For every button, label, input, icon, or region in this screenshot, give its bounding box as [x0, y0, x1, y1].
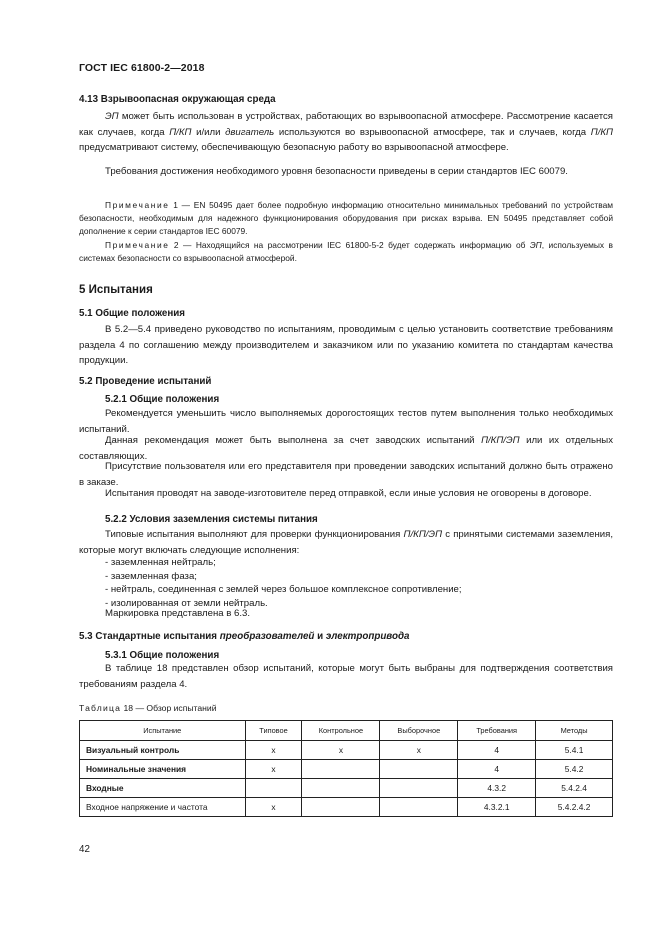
list-item: - заземленная нейтраль;: [105, 557, 216, 568]
cell-methods: 5.4.1: [536, 741, 613, 760]
section-4-13-title: 4.13 Взрывоопасная окружающая среда: [79, 94, 276, 105]
table-row: [80, 779, 613, 798]
cell-type: x: [245, 760, 302, 779]
list-item: - нейтраль, соединенная с землей через большое комплексное сопротивление;: [105, 584, 462, 596]
page-number: 42: [79, 844, 90, 855]
cell-control: x: [302, 741, 380, 760]
section-5-2-1-paragraph-4: Испытания проводят на заводе-изготовителе перед отправкой, если иные условия не оговорены в договоре.: [105, 488, 592, 499]
list-item: - изолированная от земли нейтраль.: [105, 598, 268, 610]
cell-requirements: 4.3.2.1: [458, 798, 536, 817]
cell-requirements: 4: [458, 741, 536, 760]
cell-test: Номинальные значения: [80, 760, 246, 779]
column-header-methods: Методы: [536, 721, 613, 741]
section-4-13-paragraph-2: Требования достижения необходимого уровня безопасности приведены в серии стандартов IEC 60079.: [105, 166, 568, 177]
section-5-2-2-paragraph-2: Маркировка представлена в 6.3.: [105, 608, 251, 619]
tests-overview-table: [79, 720, 613, 817]
column-header-test: Испытание: [80, 721, 246, 741]
cell-control: [302, 760, 380, 779]
section-5-2-1-title: 5.2.1 Общие положения: [105, 394, 220, 405]
section-5-3-title: 5.3 Стандартные испытания преобразователей и электропривода: [79, 631, 410, 642]
section-5-2-1-paragraph-3: Присутствие пользователя или его представителя при проведении заводских испытаний должно быть отражено в заказе.: [79, 461, 613, 488]
cell-type: x: [245, 741, 302, 760]
table-header-row: [80, 721, 613, 741]
section-5-title: 5 Испытания: [79, 284, 153, 296]
cell-type: x: [245, 798, 302, 817]
table-row: [80, 741, 613, 760]
section-5-2-2-title: 5.2.2 Условия заземления системы питания: [105, 514, 318, 525]
section-5-1-title: 5.1 Общие положения: [79, 308, 186, 319]
cell-sample: [380, 779, 458, 798]
column-header-sample: Выборочное: [380, 721, 458, 741]
table-caption: Таблица 18 — Обзор испытаний: [79, 703, 217, 713]
cell-methods: 5.4.2.4: [536, 779, 613, 798]
section-5-3-1-paragraph: В таблице 18 представлен обзор испытаний, которые могут быть выбраны для подтверждения соответствия требованиям раздела 4.: [79, 663, 613, 690]
section-5-2-1-paragraph-2: Данная рекомендация может быть выполнена за счет заводских испытаний П/КП/ЭП или их отдельных составляющих.: [79, 435, 613, 462]
column-header-requirements: Требования: [458, 721, 536, 741]
cell-test: Входные: [80, 779, 246, 798]
cell-sample: [380, 798, 458, 817]
note-2: Примечание 2 — Находящийся на рассмотрении IEC 61800-5-2 будет содержать информацию об ЭП, используемых в системах безопасности со взрывоопасной атмосферой.: [79, 240, 613, 264]
cell-methods: 5.4.2.4.2: [536, 798, 613, 817]
table-row: [80, 760, 613, 779]
column-header-type: Типовое: [245, 721, 302, 741]
cell-requirements: 4.3.2: [458, 779, 536, 798]
list-item: - заземленная фаза;: [105, 570, 197, 582]
cell-control: [302, 779, 380, 798]
cell-type: [245, 779, 302, 798]
column-header-control: Контрольное: [302, 721, 380, 741]
table-row: [80, 798, 613, 817]
cell-sample: x: [380, 741, 458, 760]
section-5-2-1-paragraph-1: Рекомендуется уменьшить число выполняемых дорогостоящих тестов путем выполнения только необходимых испытаний.: [79, 408, 613, 435]
cell-test: Входное напряжение и частота: [80, 798, 246, 817]
section-5-3-1-title: 5.3.1 Общие положения: [105, 650, 220, 661]
cell-control: [302, 798, 380, 817]
cell-sample: [380, 760, 458, 779]
note-1: Примечание 1 — EN 50495 дает более подробную информацию относительно минимальных требований по устройствам безопасности, необходимым для надежного функционирования оборудования при рисках взрыва. EN 50495 представляет собой дополнение к серии стандартов IEC 60079.: [79, 200, 613, 237]
standard-header: ГОСТ IEC 61800-2—2018: [79, 62, 205, 74]
section-5-2-title: 5.2 Проведение испытаний: [79, 376, 212, 387]
grounding-list: [79, 556, 613, 611]
cell-test: Визуальный контроль: [80, 741, 246, 760]
cell-methods: 5.4.2: [536, 760, 613, 779]
section-5-2-2-paragraph-1: Типовые испытания выполняют для проверки функционирования П/КП/ЭП с принятыми системами заземления, которые могут включать следующие исполнения:: [79, 529, 613, 556]
section-4-13-paragraph-1: ЭП может быть использован в устройствах, работающих во взрывоопасной атмосфере. Рассмотрение касается как случаев, когда П/КП и/или двигатель используются во взрывоопасной атмосфере, так и случаев, когда П/КП предусматривают систему, обеспечивающую безопасную работу во взрывоопасной атмосфере.: [79, 111, 614, 154]
section-5-1-paragraph: В 5.2—5.4 приведено руководство по испытаниям, проводимым с целью установить соответствие требованиям раздела 4 по соглашению между производителем и заказчиком или по указанию комитета по стандартам качества продукции.: [79, 324, 613, 367]
cell-requirements: 4: [458, 760, 536, 779]
